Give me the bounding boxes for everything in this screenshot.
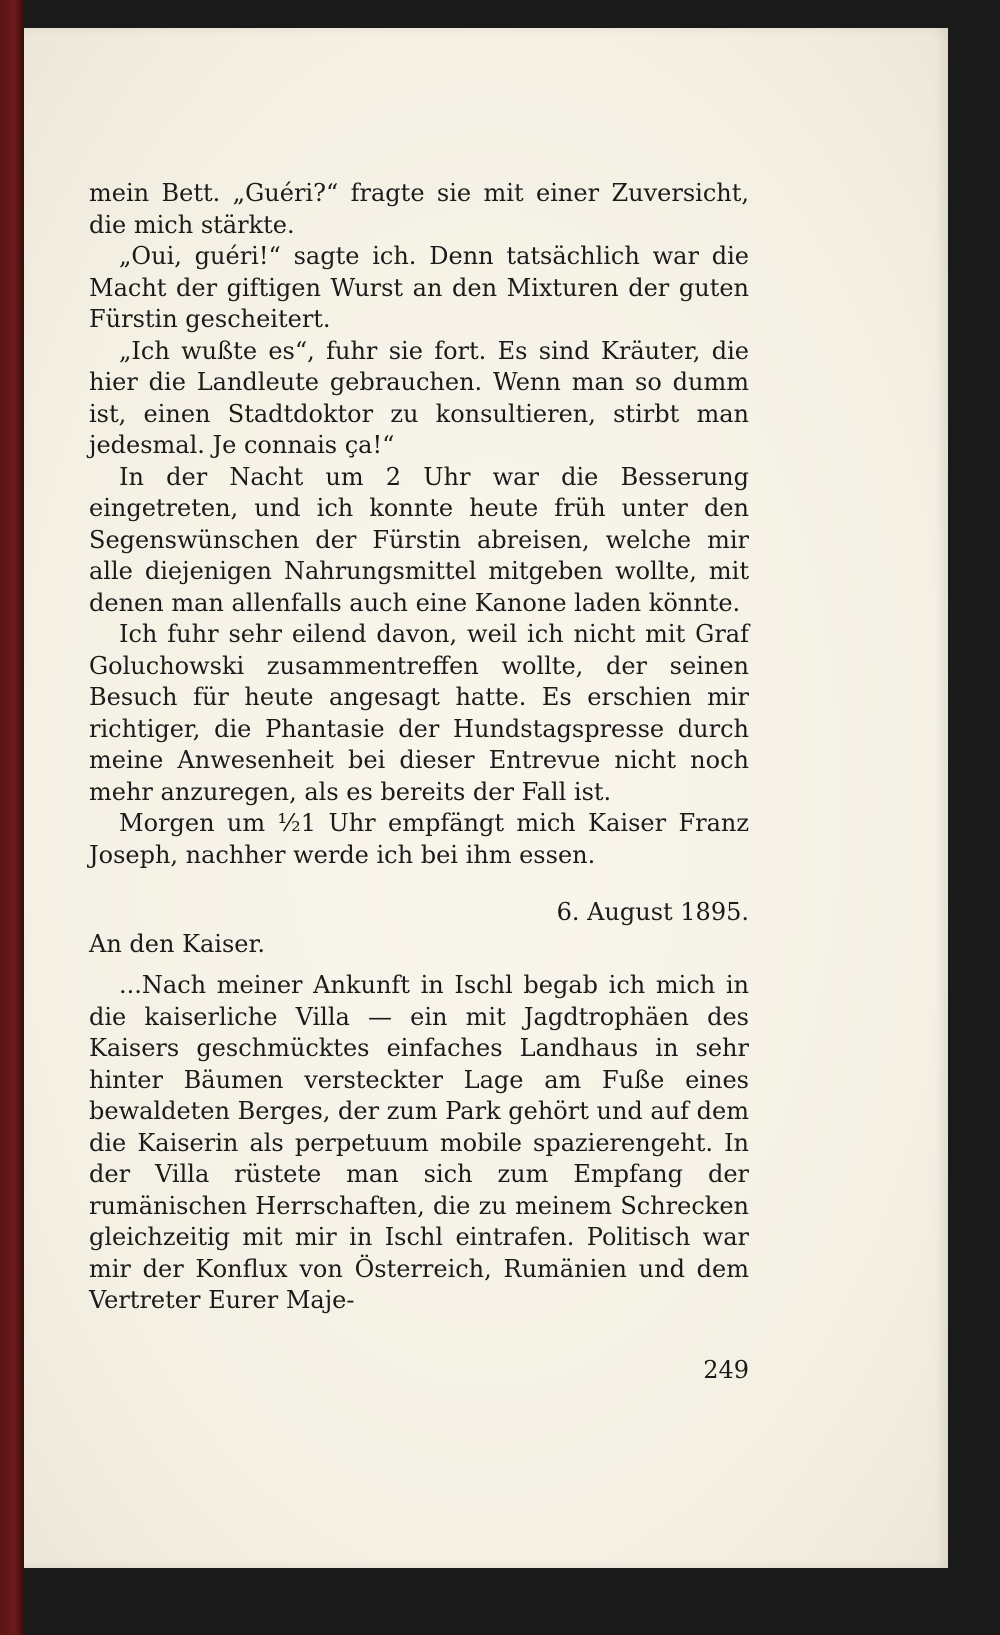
paragraph-2: „Oui, guéri!“ sagte ich. Denn tatsächlich war die Macht der giftigen Wurst an den Mixturen der guten Fürstin gescheitert.	[89, 242, 749, 333]
paragraph-1: mein Bett. „Guéri?“ fragte sie mit einer Zuversicht, die mich stärkte.	[89, 179, 749, 239]
letter-addressee: An den Kaiser.	[89, 929, 265, 958]
letter-paragraph: ...Nach meiner Ankunft in Ischl begab ich mich in die kaiserliche Villa — ein mit Jagdtrophäen des Kaisers geschmücktes einfaches Landhaus in sehr hinter Bäumen versteckter Lage am Fuße eines bewaldeten Berges, der zum Park gehört und auf dem die Kaiserin als perpetuum mobile spazierengeht. In der Villa rüstete man sich zum Empfang der rumänischen Herrschaften, die zu meinem Schrecken gleichzeitig mit mir in Ischl eintrafen. Politisch war mir der Konflux von Österreich, Rumänien und dem Vertreter Eurer Maje-	[89, 971, 749, 1314]
paragraph-5: Ich fuhr sehr eilend davon, weil ich nicht mit Graf Goluchowski zusammentreffen wollte, der seinen Besuch für heute angesagt hatte. Es erschien mir richtiger, die Phantasie der Hundstagspresse durch meine Anwesenheit bei dieser Entrevue nicht noch mehr anzuregen, als es bereits der Fall ist.	[89, 620, 749, 806]
page-number: 249	[703, 1356, 749, 1384]
book-binding-edge	[0, 0, 24, 1635]
page-text	[89, 178, 749, 1317]
letter-date: 6. August 1895.	[556, 898, 749, 926]
paragraph-4: In der Nacht um 2 Uhr war die Besserung eingetreten, und ich konnte heute früh unter den Segenswünschen der Fürstin abreisen, welche mir alle diejenigen Nahrungsmittel mitgeben wollte, mit denen man allenfalls auch eine Kanone laden könnte.	[89, 462, 749, 617]
book-page	[24, 28, 948, 1568]
paragraph-6: Morgen um ½1 Uhr empfängt mich Kaiser Franz Joseph, nachher werde ich bei ihm essen.	[89, 809, 749, 869]
paragraph-3: „Ich wußte es“, fuhr sie fort. Es sind Kräuter, die hier die Landleute gebrauchen. Wenn man so dumm ist, einen Stadtdoktor zu konsultieren, stirbt man jedesmal. Je connais ça!“	[89, 336, 749, 459]
